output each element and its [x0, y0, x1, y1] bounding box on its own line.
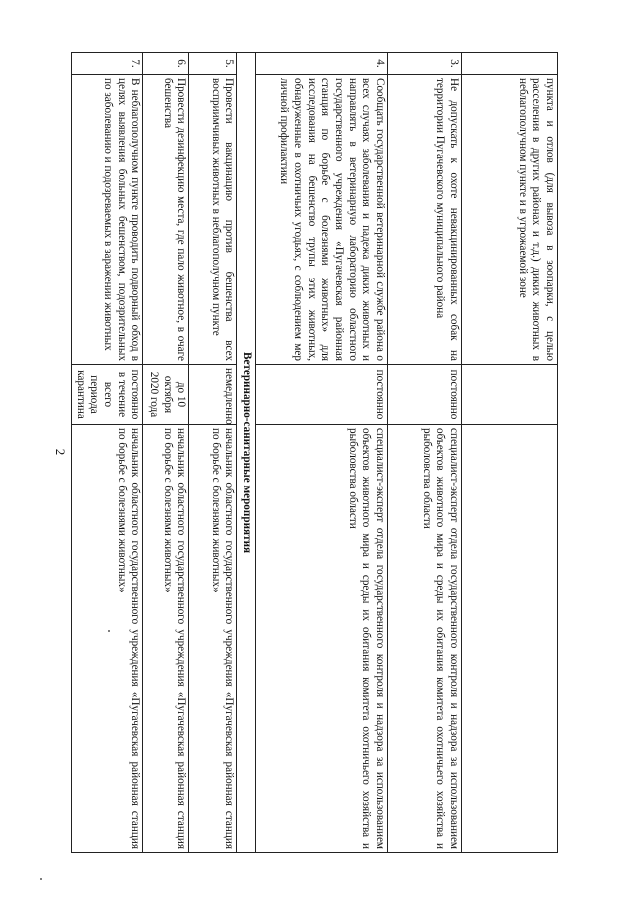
measure-text: Провести дезинфекцию места, где пало животное, в очаге бешенства [143, 75, 189, 365]
row-number: 4. [256, 53, 388, 75]
page-number: 2 [53, 448, 68, 456]
term-text: немедленно [189, 365, 237, 425]
measure-text: Сообщать государственной ветеринарной службе района о всех случаях заболевания и падежа диких животных и направлять в ветеринарную лабораторию областного государственного учреждения «Пугачевская районная станция по борьбе с болезнями животных» для исследования на бешенство трупы этих животных, обнаруженные в охотничьих угодьях, с соблюдением мер личной профилактики [256, 75, 388, 365]
responsible-text: начальник областного государственного учреждения «Пугачевская районная станция по борьбе с болезнями животных» [189, 425, 237, 853]
term-text: постоянно в течение всего периода карантина [72, 365, 143, 425]
table-row [388, 53, 462, 853]
table-row [462, 53, 558, 853]
rotated-table-container [74, 52, 558, 852]
responsible-text: специалист-эксперт отдела государственного контроля и надзора за использованием объектов животного мира и среды их обитания комитета охотничьего хозяйства и рыболовства области [388, 425, 462, 853]
measure-text: Не допускать к охоте невакцинированных собак на территории Пугачевского муниципального района [388, 75, 462, 365]
term-text: постоянно [256, 365, 388, 425]
row-number [462, 53, 558, 75]
row-number: 5. [189, 53, 237, 75]
measure-text: В неблагополучном пункте проводить подворный обход в целях выявления больных бешенством, подозрительных по заболеванию и подозреваемых в заражении животных [72, 75, 143, 365]
term-text: постоянно [388, 365, 462, 425]
measures-table [71, 52, 558, 853]
table-row [143, 53, 189, 853]
section-header: Ветеринарно-санитарные мероприятия [237, 53, 256, 853]
responsible-text: начальник областного государственного учреждения «Пугачевская районная станция по борьбе с болезнями животных» [143, 425, 189, 853]
responsible-text: начальник областного государственного учреждения «Пугачевская районная станция по борьбе с болезнями животных» [72, 425, 143, 853]
table-row [189, 53, 237, 853]
table-row [72, 53, 143, 853]
measure-text: пункта и отлов (для вывоза в зоопарки, с целью расселения в других районах и т.д.) диких животных в неблагополучном пункте и в угрожаемой зоне [462, 75, 558, 365]
scan-speck [40, 878, 42, 880]
section-header-row [237, 53, 256, 853]
responsible-text: специалист-эксперт отдела государственного контроля и надзора за использованием объектов животного мира и среды их обитания комитета охотничьего хозяйства и рыболовства области [256, 425, 388, 853]
row-number: 6. [143, 53, 189, 75]
term-text [462, 365, 558, 425]
table-row [256, 53, 388, 853]
row-number: 7. [72, 53, 143, 75]
row-number: 3. [388, 53, 462, 75]
measure-text: Провести вакцинацию против бешенства всех восприимчивых животных в неблагополучном пункте [189, 75, 237, 365]
term-text: до 10 октября 2020 года [143, 365, 189, 425]
responsible-text [462, 425, 558, 853]
